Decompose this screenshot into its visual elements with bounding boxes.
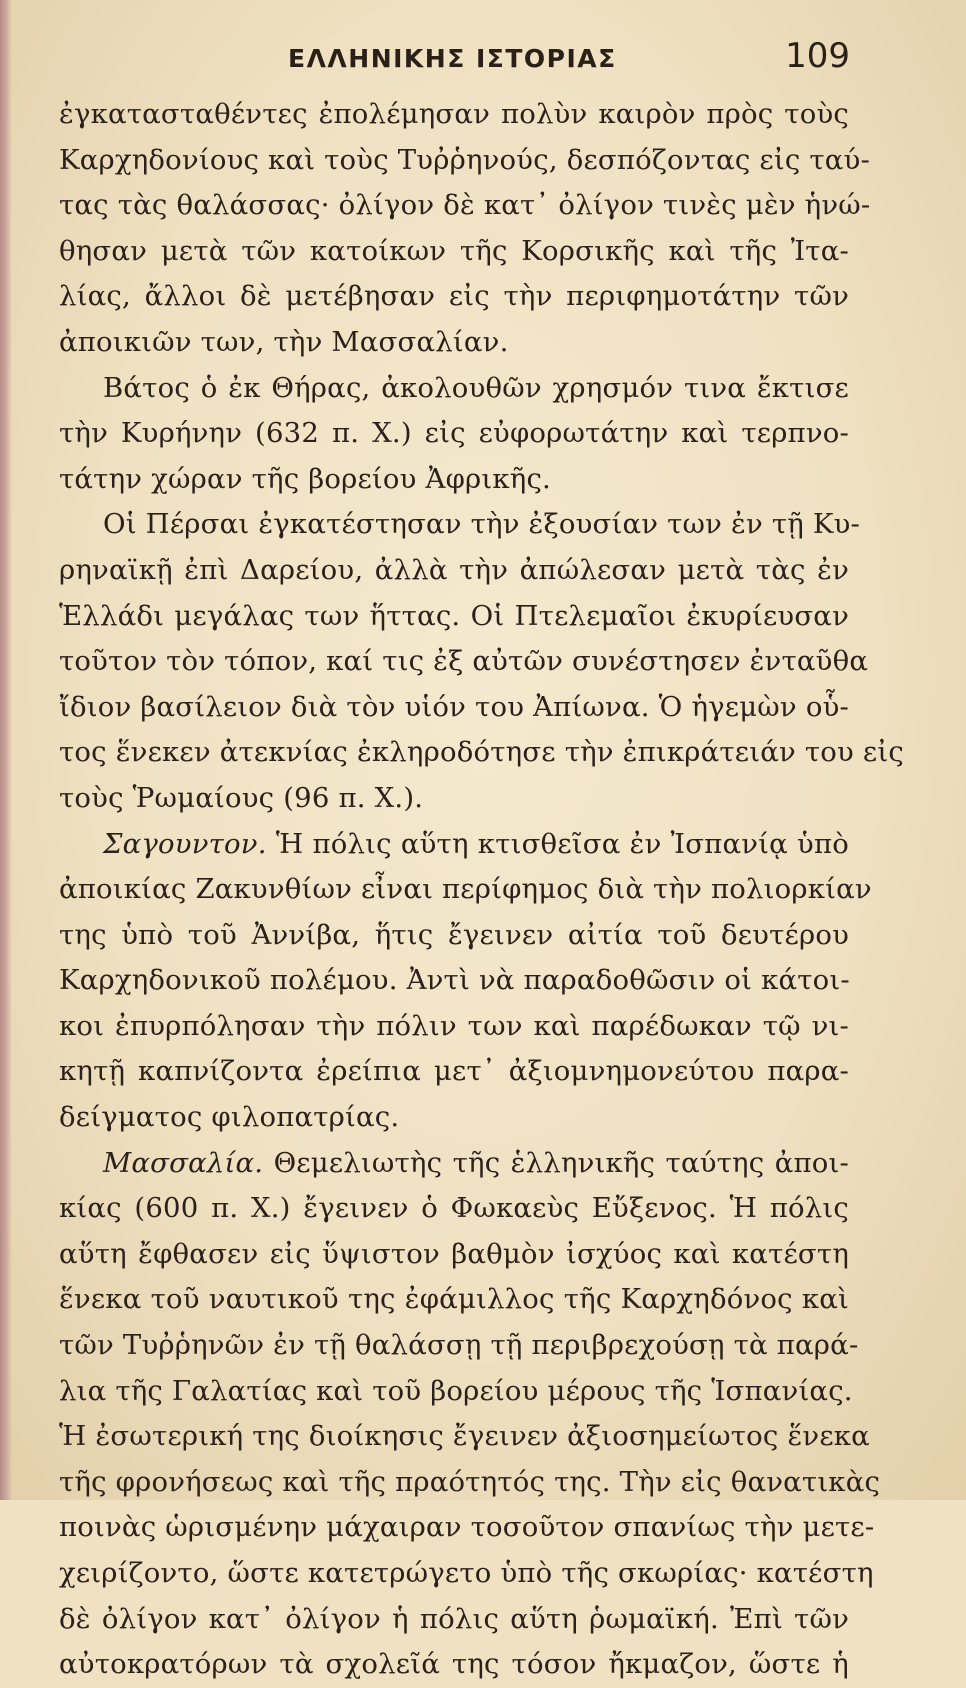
text-line-massalia xyxy=(59,1141,849,1187)
text-line: αὕτη ἔφθασεν εἰς ὕψιστον βαθμὸν ἰσχύος καὶ κατέστη xyxy=(59,1237,849,1270)
text-line: της ὑπὸ τοῦ Ἀννίβα, ἥτις ἔγεινεν αἰτία τοῦ δευτέρου xyxy=(59,918,849,951)
page-header xyxy=(60,36,850,86)
text-line: θησαν μετὰ τῶν κατοίκων τῆς Κορσικῆς καὶ τῆς Ἰτα- xyxy=(59,234,849,267)
text-line: αὐτοκρατόρων τὰ σχολεῖά της τόσον ἤκμαζον, ὥστε ἡ xyxy=(59,1648,849,1681)
text-line: δὲ ὀλίγον κατ᾽ ὀλίγον ἡ πόλις αὕτη ῥωμαϊκή. Ἐπὶ τῶν xyxy=(59,1602,849,1635)
text-line: ποινὰς ὡρισμένην μάχαιραν τοσοῦτον σπανίως τὴν μετε- xyxy=(59,1511,875,1544)
text-line: ἀποικιῶν των, τὴν Μασσαλίαν. xyxy=(59,325,509,358)
text-line: τῆς φρονήσεως καὶ τῆς πραότητός της. Τὴν εἰς θανατικὰς xyxy=(59,1465,881,1498)
text-line: Βάτος ὁ ἐκ Θήρας, ἀκολουθῶν χρησμόν τινα ἔκτισε xyxy=(103,371,849,404)
text-line: τας τὰς θαλάσσας· ὀλίγον δὲ κατ᾽ ὀλίγον τινὲς μὲν ἡνώ- xyxy=(59,189,871,222)
text-line: τος ἕνεκεν ἀτεκνίας ἐκληροδότησε τὴν ἐπικράτειάν του εἰς xyxy=(59,736,904,769)
text-line: ρηναϊκῇ ἐπὶ Δαρείου, ἀλλὰ τὴν ἀπώλεσαν μετὰ τὰς ἐν xyxy=(59,553,849,586)
text-line: Καρχηδονικοῦ πολέμου. Ἀντὶ νὰ παραδοθῶσιν οἱ κάτοι- xyxy=(59,964,850,997)
text-line: Ἡ ἐσωτερική της διοίκησις ἔγεινεν ἀξιοσημείωτος ἕνεκα xyxy=(59,1420,870,1453)
italic-heading-massalia: Μασσαλία. xyxy=(103,1146,264,1179)
text-line: ἕνεκα τοῦ ναυτικοῦ της ἐφάμιλλος τῆς Καρχηδόνος καὶ xyxy=(59,1283,849,1316)
page-number: 109 xyxy=(785,36,850,76)
text-line: ἐγκατασταθέντες ἐπολέμησαν πολὺν καιρὸν πρὸς τοὺς xyxy=(59,98,849,130)
text-line: κοι ἐπυρπόλησαν τὴν πόλιν των καὶ παρέδωκαν τῷ νι- xyxy=(59,1009,849,1042)
text-line: τοὺς Ῥωμαίους (96 π. Χ.). xyxy=(59,781,424,814)
text-line: λίας, ἄλλοι δὲ μετέβησαν εἰς τὴν περιφημοτάτην τῶν xyxy=(59,280,849,313)
text-line: τῶν Τυῤῥηνῶν ἐν τῇ θαλάσσῃ τῇ περιβρεχούσῃ τὰ παρά- xyxy=(59,1329,859,1362)
text-line: χειρίζοντο, ὥστε κατετρώγετο ὑπὸ τῆς σκωρίας· κατέστη xyxy=(59,1557,874,1589)
text-line: τὴν Κυρήνην (632 π. Χ.) εἰς εὐφορωτάτην καὶ τερπνο- xyxy=(59,417,849,450)
text-line: κητῇ καπνίζοντα ἐρείπια μετ᾽ ἀξιομνημονεύτου παρα- xyxy=(59,1055,849,1088)
text-line: τοῦτον τὸν τόπον, καί τις ἐξ αὐτῶν συνέστησεν ἐνταῦθα xyxy=(59,645,869,678)
body-text xyxy=(59,92,904,1688)
text-line: Ἑλλάδι μεγάλας των ἥττας. Οἱ Πτελεμαῖοι ἐκυρίευσαν xyxy=(59,599,849,632)
text-line: Καρχηδονίους καὶ τοὺς Τυῤῥηνούς, δεσπόζοντας εἰς ταύ- xyxy=(59,143,870,176)
text-line: Οἱ Πέρσαι ἐγκατέστησαν τὴν ἐξουσίαν των ἐν τῇ Κυ- xyxy=(103,508,861,541)
line-rest: Ἡ πόλις αὕτη κτισθεῖσα ἐν Ἰσπανίᾳ ὑπὸ xyxy=(266,827,849,860)
text-line-sagunton xyxy=(59,822,849,868)
line-rest: Θεμελιωτὴς τῆς ἑλληνικῆς ταύτης ἀποι- xyxy=(263,1146,849,1179)
page-gutter xyxy=(0,0,12,1500)
text-line: λια τῆς Γαλατίας καὶ τοῦ βορείου μέρους τῆς Ἱσπανίας. xyxy=(59,1374,853,1407)
text-line: ἴδιον βασίλειον διὰ τὸν υἱόν του Ἀπίωνα. Ὁ ἡγεμὼν οὗ- xyxy=(59,690,849,723)
italic-heading-sagunton: Σαγουντον. xyxy=(103,827,267,860)
running-head: ΕΛΛΗΝΙΚΗΣ ΙΣΤΟΡΙΑΣ xyxy=(288,44,617,73)
text-line: ἀποικίας Ζακυνθίων εἶναι περίφημος διὰ τὴν πολιορκίαν xyxy=(59,873,872,906)
text-line: τάτην χώραν τῆς βορείου Ἀφρικῆς. xyxy=(59,462,551,495)
text-line: δείγματος φιλοπατρίας. xyxy=(59,1101,400,1134)
text-line: κίας (600 π. Χ.) ἔγεινεν ὁ Φωκαεὺς Εὔξενος. Ἡ πόλις xyxy=(59,1192,849,1225)
